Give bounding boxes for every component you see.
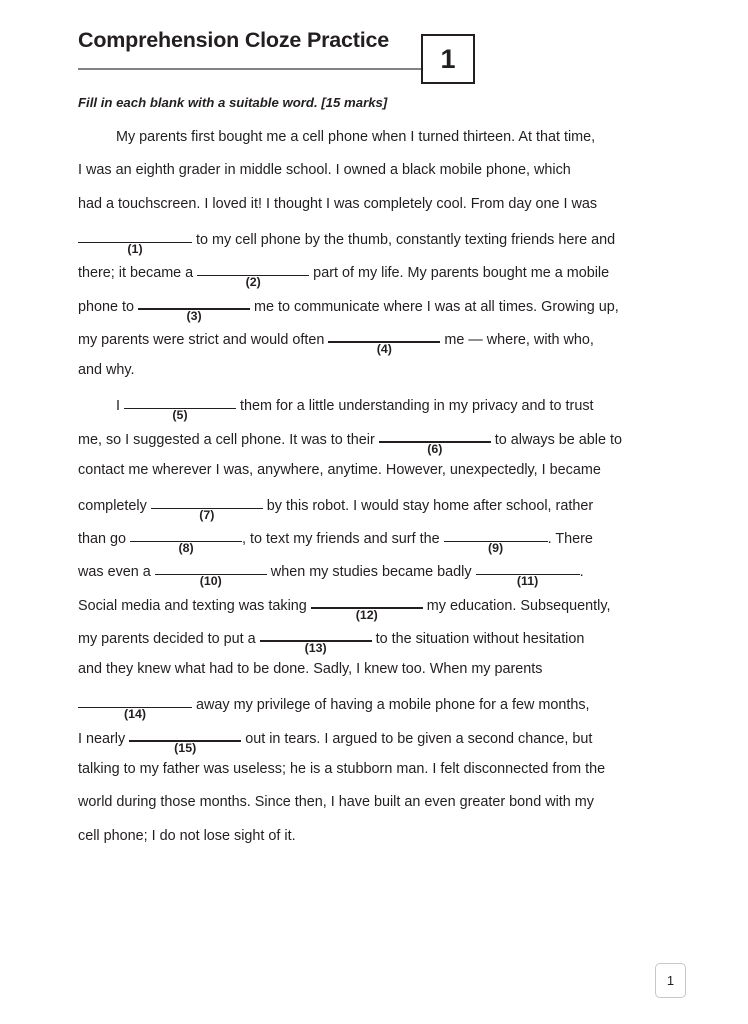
passage-text: part of my life. My parents bought me a mobile — [309, 265, 610, 282]
passage-text: me to communicate where I was at all times. Growing up, — [250, 298, 619, 315]
passage-line — [78, 762, 670, 795]
passage-line — [78, 562, 670, 595]
exercise-number-box — [421, 34, 475, 84]
blank-number-label: (12) — [355, 607, 378, 622]
cloze-blank-11[interactable] — [476, 562, 580, 589]
passage-text: talking to my father was useless; he is a stubborn man. I felt disconnected from the — [78, 760, 606, 777]
passage-text: me, so I suggested a cell phone. It was to their — [78, 431, 379, 448]
passage-text: and why. — [78, 361, 135, 378]
cloze-blank-14[interactable] — [78, 695, 192, 722]
passage-text: to the situation without hesitation — [371, 630, 585, 647]
cloze-blank-3[interactable] — [138, 297, 250, 323]
passage-text: there; it became a — [78, 265, 198, 282]
passage-text: my education. Subsequently, — [422, 597, 611, 614]
blank-number-label: (2) — [245, 275, 261, 290]
passage-line — [78, 197, 670, 230]
cloze-blank-8[interactable] — [130, 529, 242, 556]
passage-line — [78, 363, 670, 396]
page-number-label: 1 — [666, 973, 675, 988]
passage-line — [78, 662, 670, 695]
passage-text: world during those months. Since then, I have built an even greater bond with my — [78, 794, 594, 811]
cloze-blank-6[interactable] — [379, 430, 491, 456]
passage-line — [78, 629, 670, 662]
passage-text: to always be able to — [490, 431, 622, 448]
passage-text: . There — [547, 531, 593, 548]
passage-line — [78, 463, 670, 496]
blank-number-label: (13) — [304, 640, 327, 655]
passage-text: Social media and texting was taking — [78, 597, 311, 614]
passage-text: I nearly — [78, 730, 130, 747]
passage-text: contact me wherever I was, anywhere, anytime. However, unexpectedly, I became — [78, 461, 601, 478]
blank-number-label: (11) — [516, 574, 539, 589]
blank-number-label: (5) — [172, 408, 188, 423]
cloze-blank-10[interactable] — [155, 562, 267, 589]
passage-text: . — [579, 564, 584, 581]
passage-text: and they knew what had to be done. Sadly, I knew too. When my parents — [78, 661, 543, 678]
blank-number-label: (8) — [178, 541, 194, 556]
passage-text: cell phone; I do not lose sight of it. — [78, 827, 296, 844]
passage-line — [78, 729, 670, 762]
blank-number-label: (4) — [376, 341, 392, 356]
cloze-blank-13[interactable] — [260, 629, 372, 655]
cloze-passage — [78, 130, 670, 862]
passage-line — [78, 496, 670, 529]
passage-text: me — where, with who, — [440, 331, 594, 348]
passage-text: completely — [78, 498, 151, 515]
passage-text: My parents first bought me a cell phone when I turned thirteen. At that time, — [116, 129, 596, 145]
passage-line — [78, 297, 670, 330]
blank-number-label: (6) — [427, 441, 443, 456]
worksheet-header — [78, 28, 678, 90]
passage-text: away my privilege of having a mobile phone for a few months, — [192, 697, 590, 714]
passage-line — [78, 829, 670, 862]
passage-text: had a touchscreen. I loved it! I thought I was completely cool. From day one I was — [78, 195, 598, 212]
passage-line — [78, 695, 670, 728]
passage-text: I was an eighth grader in middle school. I owned a black mobile phone, which — [78, 162, 571, 179]
passage-text: than go — [78, 531, 131, 548]
cloze-blank-5[interactable] — [124, 396, 236, 423]
passage-text: by this robot. I would stay home after school, rather — [262, 498, 594, 515]
passage-line — [78, 330, 670, 363]
passage-text: my parents decided to put a — [78, 630, 260, 647]
passage-text: my parents were strict and would often — [78, 331, 329, 348]
passage-line — [78, 596, 670, 629]
cloze-blank-2[interactable] — [197, 263, 309, 290]
cloze-blank-9[interactable] — [444, 529, 548, 556]
blank-number-label: (15) — [174, 740, 197, 755]
passage-text: to my cell phone by the thumb, constantly texting friends here and — [192, 232, 616, 249]
passage-line — [78, 529, 670, 562]
passage-text: phone to — [78, 298, 139, 315]
cloze-blank-4[interactable] — [328, 330, 440, 356]
passage-line — [78, 230, 670, 263]
cloze-blank-1[interactable] — [78, 230, 192, 257]
cloze-blank-15[interactable] — [129, 729, 241, 755]
passage-text: was even a — [78, 564, 155, 581]
passage-text: out in tears. I argued to be given a second chance, but — [241, 730, 593, 747]
blank-number-label: (10) — [199, 574, 222, 589]
blank-number-label: (9) — [488, 541, 504, 556]
cloze-blank-12[interactable] — [311, 596, 423, 622]
passage-line — [78, 430, 670, 463]
instruction-text: Fill in each blank with a suitable word. [15 marks] — [78, 95, 388, 110]
page-number-badge — [655, 963, 686, 998]
page-title: Comprehension Cloze Practice — [78, 28, 390, 52]
passage-line — [78, 263, 670, 296]
passage-line — [78, 396, 670, 429]
title-underline — [78, 68, 424, 70]
passage-line — [78, 163, 670, 196]
passage-line — [78, 130, 670, 163]
blank-number-label: (3) — [186, 308, 202, 323]
blank-number-label: (1) — [127, 242, 143, 257]
passage-text: them for a little understanding in my privacy and to trust — [236, 398, 594, 415]
cloze-blank-7[interactable] — [151, 496, 263, 523]
blank-number-label: (7) — [199, 508, 215, 523]
blank-number-label: (14) — [123, 707, 147, 722]
passage-text: when my studies became badly — [266, 564, 476, 581]
passage-text: I — [116, 398, 124, 415]
passage-text: , to text my friends and surf the — [242, 531, 444, 548]
passage-line — [78, 795, 670, 828]
exercise-number: 1 — [440, 43, 456, 74]
